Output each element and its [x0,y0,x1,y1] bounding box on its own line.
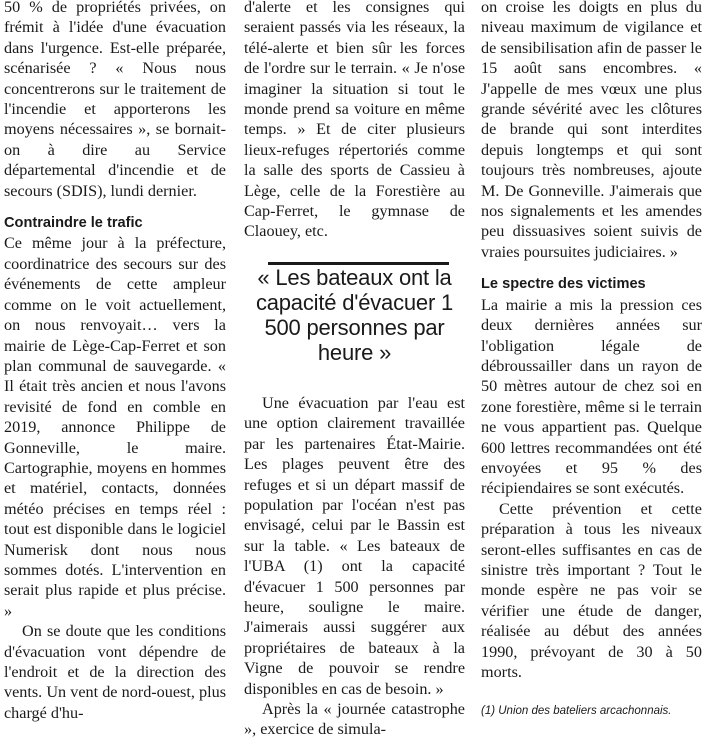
article-column-1 [4,0,226,723]
subheading-contraindre: Contraindre le trafic [4,215,143,232]
subheading-spectre: Le spectre des victimes [481,276,646,293]
spacer [4,201,226,213]
body-paragraph: d'alerte et les consignes qui seraient passés via les réseaux, la télé-alerte et bien sûr les forces de l'ordre sur le terrain. « Je n'ose imaginer la situation si tout le monde prend sa voiture en même temps. » Et de citer plusieurs lieux-refuges répertoriés comme la salle des sports de Cassieu à Lège, celle de la Forestière au Cap-Ferret, le gymnase de Claouey, etc. [244,0,465,241]
body-paragraph: La mairie a mis la pression ces deux dernières années sur l'obligation légale de débroussailler dans un rayon de 50 mètres autour de chez soi en zone forestière, même si le terrain ne vous appartient pas. Quelque 600 lettres recommandées ont été envoyées et 95 % des récipiendaires se sont exécutés. [481,295,702,498]
article-column-3 [481,0,702,718]
pullquote: « Les bateaux ont la capacité d'évacuer 1 500 personnes par heure » [255,264,454,365]
article-column-2 [244,0,465,740]
spacer [481,262,702,274]
body-paragraph: Ce même jour à la préfecture, coordinatrice des secours sur des événements de cette ampleur comme on le voit actuellement, on nous renvoyait… vers la mairie de Lège-Cap-Ferret et son plan communal de sauvegarde. « Il était très ancien et nous l'avons revisité de fond en comble en 2019, annonce Philippe de Gonneville, le maire. Cartographie, moyens en hommes et matériel, contacts, données météo précises en temps réel : tout est disponible dans le logiciel Numerisk dont nous nous sommes dotés. L'intervention en serait plus rapide et plus précise. » [4,234,226,620]
spacer [244,365,465,393]
body-paragraph: on croise les doigts en plus du niveau maximum de vigilance et de sensibilisation afin de passer le 15 août sans encombres. « J'appelle de mes vœux une plus grande sévérité avec les clôtures de brande qui sont interdites depuis longtemps et qui sont toujours très nombreuses, ajoute M. De Gonneville. J'aimerais que nos signalements et les amendes peu dissuasives soient suivis de vraies poursuites judiciaires. » [481,0,702,261]
body-paragraph: Une évacuation par l'eau est une option clairement travaillée par les partenaires État-Mairie. Les plages peuvent être des refuges et si un départ massif de population par l'océan n'est pas envisagé, celui par le Bassin est sur la table. « Les bateaux de l'UBA (1) ont la capacité d'évacuer 1 500 personnes par heure, souligne le maire. J'aimerais aussi suggérer aux propriétaires de bateaux à la Vigne de pouvoir se rendre disponibles en cas de besoin. » [244,393,465,698]
body-paragraph: Après la « journée catastrophe », exercice de simula- [244,699,465,739]
spacer [481,682,702,704]
intro-paragraph: 50 % de propriétés privées, on frémit à l'idée d'une évacuation dans l'urgence. Est-elle préparée, scénarisée ? « Nous nous concentrerons sur le traitement de l'incendie et apporterons les moyens nécessaires », se bornait-on à dire au Service départemental d'incendie et de secours (SDIS), lundi dernier. [4,0,226,200]
footnote: (1) Union des bateliers arcachonnais. [481,705,672,718]
body-paragraph: Cette prévention et cette préparation à tous les niveaux seront-elles suffisantes en cas de sinistre très important ? Tout le monde espère ne pas voir se vérifier une étude de danger, réalisée au début des années 1990, prévoyant de 30 à 50 morts. [481,499,702,681]
body-paragraph: On se doute que les conditions d'évacuation vont dépendre de l'endroit et de la direction des vents. Un vent de nord-ouest, plus chargé d'hu- [4,622,226,722]
